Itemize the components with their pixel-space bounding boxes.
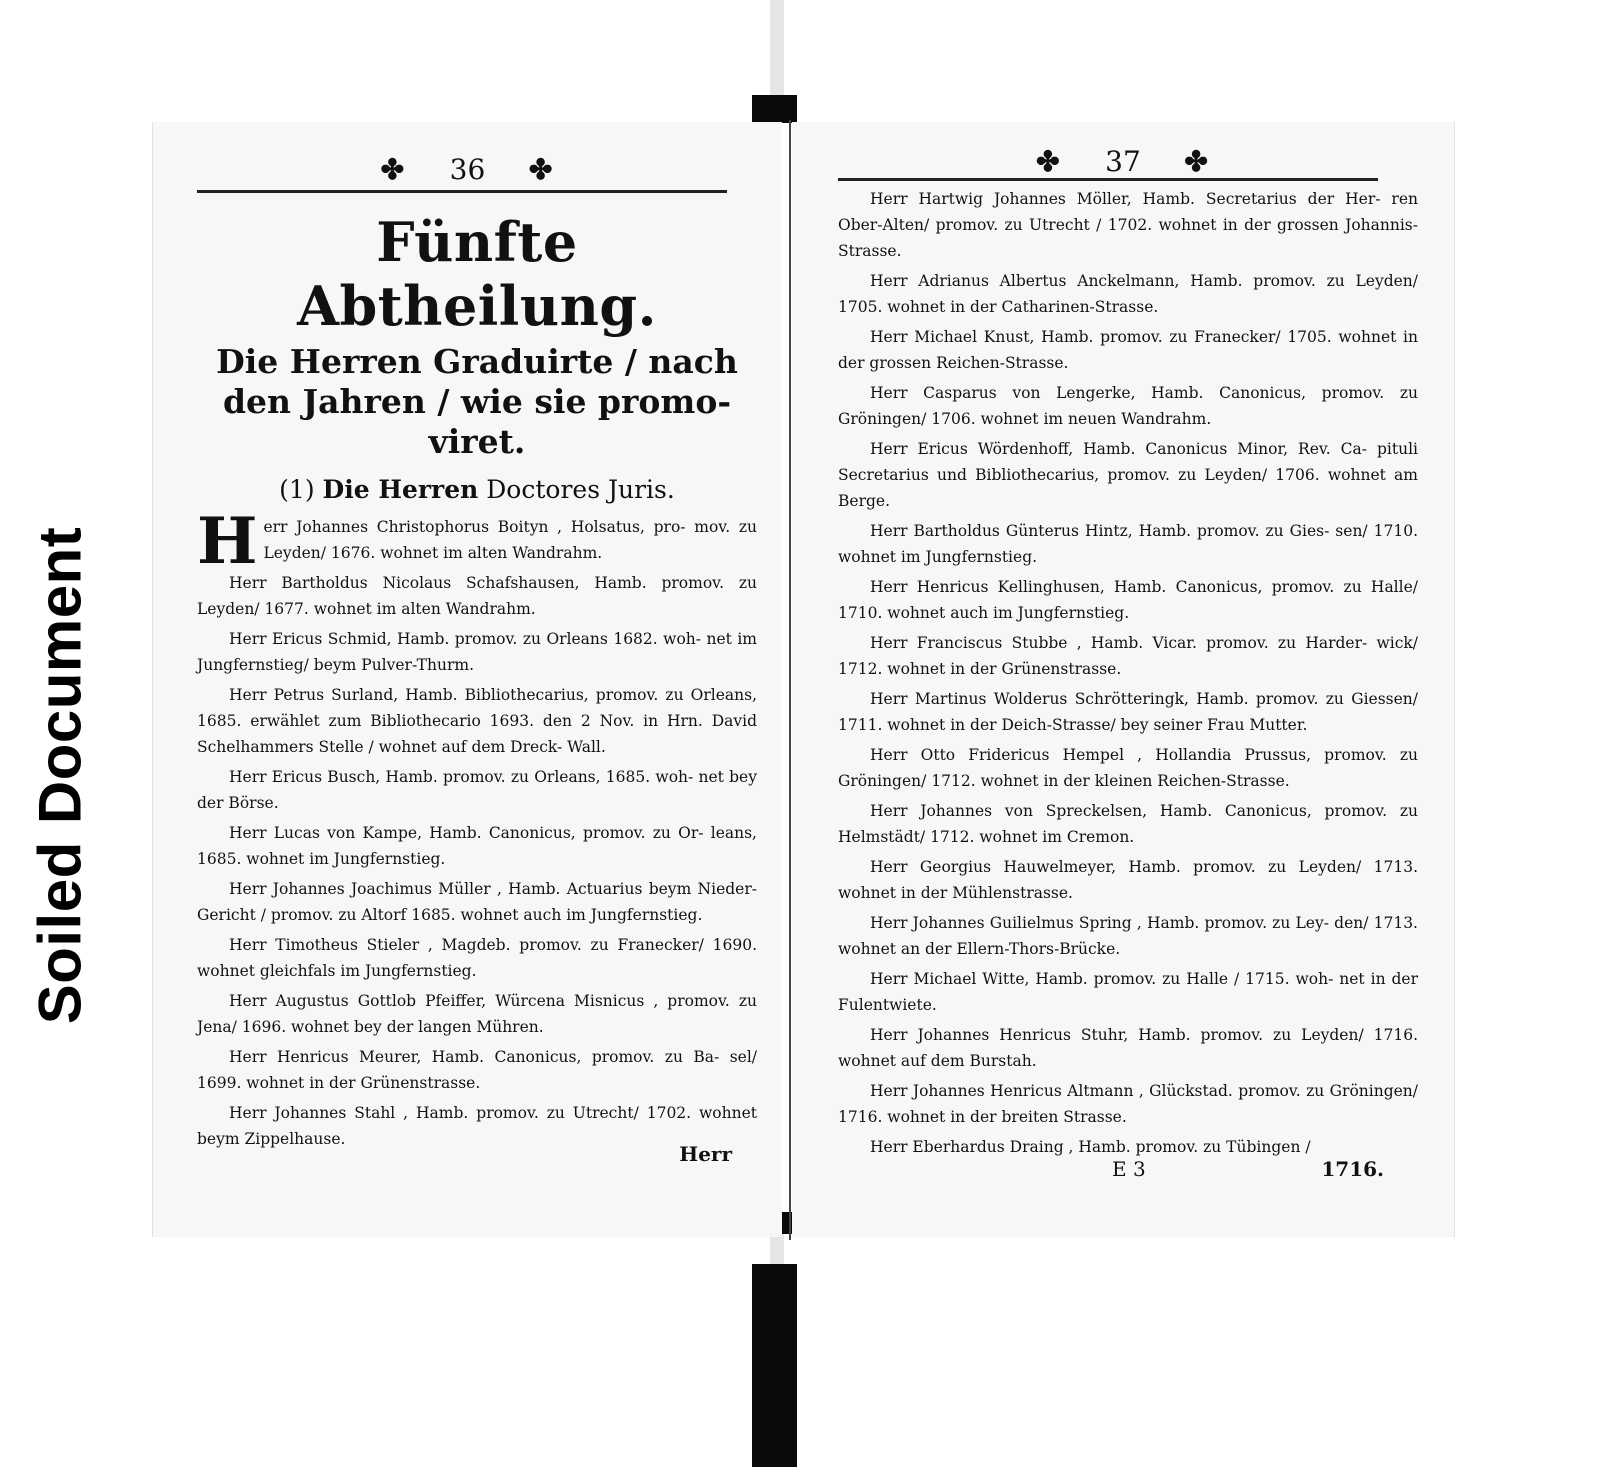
list-item: Herr Casparus von Lengerke, Hamb. Canonicus, promov. zu Gröningen/ 1706. wohnet im neuen Wandrahm. [838,384,1418,428]
ornament-right: ✤ [1184,145,1210,178]
page-header [153,152,782,187]
list-item: Herr Petrus Surland, Hamb. Bibliothecarius, promov. zu Orleans, 1685. erwählet zum Bibliothecario 1693. den 2 Nov. in Hrn. David Schelhammers Stelle / wohnet auf dem Dreck- Wall. [197,686,757,756]
catchword: 1716. [1321,1157,1384,1181]
ornament-left: ✤ [1036,145,1062,178]
list-item: Herr Eberhardus Draing , Hamb. promov. zu Tübingen / [870,1138,1311,1156]
list-item: Herr Adrianus Albertus Anckelmann, Hamb. promov. zu Leyden/ 1705. wohnet in der Catharinen-Strasse. [838,272,1418,316]
list-item: Herr Johannes Henricus Altmann , Glückstad. promov. zu Gröningen/ 1716. wohnet in der breiten Strasse. [838,1082,1418,1126]
drop-cap: H [197,504,258,579]
subsection-number: (1) [279,475,315,504]
gutter-strip [770,1234,784,1264]
gutter-strip [770,0,784,95]
list-item: Herr Johannes Henricus Stuhr, Hamb. promov. zu Leyden/ 1716. wohnet auf dem Burstah. [838,1026,1418,1070]
list-item: Herr Johannes Stahl , Hamb. promov. zu Utrecht/ 1702. wohnet beym Zippelhause. [197,1104,757,1148]
page-number: 37 [1105,145,1141,178]
list-item: Herr Timotheus Stieler , Magdeb. promov. zu Franecker/ 1690. wohnet gleichfals im Jungfernstieg. [197,936,757,980]
subsection-bold: Die Herren [322,475,479,504]
list-item: Herr Henricus Meurer, Hamb. Canonicus, promov. zu Ba- sel/ 1699. wohnet in der Grünenstrasse. [197,1048,757,1092]
ornament-right: ✤ [528,153,555,186]
subsection-heading [197,474,757,506]
signature-mark: E 3 [1112,1157,1146,1181]
list-item: Herr Lucas von Kampe, Hamb. Canonicus, promov. zu Or- leans, 1685. wohnet im Jungfernstieg. [197,824,757,868]
list-item: Herr Franciscus Stubbe , Hamb. Vicar. promov. zu Harder- wick/ 1712. wohnet in der Grünenstrasse. [838,634,1418,678]
list-item: Herr Michael Witte, Hamb. promov. zu Halle / 1715. woh- net in der Fulentwiete. [838,970,1418,1014]
right-page-content [838,186,1418,1164]
entry-text: err Johannes Christophorus Boityn , Holsatus, pro- mov. zu Leyden/ 1676. wohnet im alten Wandrahm. [263,518,757,562]
page-number: 36 [449,153,486,186]
section-heading: Die Herren Graduirte / nach den Jahren / wie sie promo- viret. [216,342,738,461]
soiled-document-stamp [12,495,107,1055]
list-item: Herr Johannes Guilielmus Spring , Hamb. promov. zu Ley- den/ 1713. wohnet an der Ellern-Thors-Brücke. [838,914,1418,958]
gutter-bar [752,1264,797,1467]
list-item: Herr Georgius Hauwelmeyer, Hamb. promov. zu Leyden/ 1713. wohnet in der Mühlenstrasse. [838,858,1418,902]
list-item: Herr Otto Fridericus Hempel , Hollandia Prussus, promov. zu Gröningen/ 1712. wohnet in der kleinen Reichen-Strasse. [838,746,1418,790]
page-header [792,144,1454,179]
ornament-left: ✤ [380,153,407,186]
list-item: Herr Bartholdus Nicolaus Schafshausen, Hamb. promov. zu Leyden/ 1677. wohnet im alten Wandrahm. [197,574,757,618]
list-item: Herr Martinus Wolderus Schrötteringk, Hamb. promov. zu Giessen/ 1711. wohnet in der Deich-Strasse/ bey seiner Frau Mutter. [838,690,1418,734]
list-item: Herr Ericus Wördenhoff, Hamb. Canonicus Minor, Rev. Ca- pituli Secretarius und Bibliothecarius, promov. zu Leyden/ 1706. wohnet am Berge. [838,440,1418,510]
left-page [152,122,782,1237]
list-item: Herr Johannes Joachimus Müller , Hamb. Actuarius beym Nieder-Gericht / promov. zu Altorf 1685. wohnet auch im Jungfernstieg. [197,880,757,924]
left-page-content [197,210,757,1156]
stamp-label: Soiled Document [26,526,93,1024]
page-title: Fünfte Abtheilung. [297,210,657,338]
list-item: Herr Ericus Schmid, Hamb. promov. zu Orleans 1682. woh- net im Jungfernstieg/ beym Pulver-Thurm. [197,630,757,674]
list-item: Herr Hartwig Johannes Möller, Hamb. Secretarius der Her- ren Ober-Alten/ promov. zu Utrecht / 1702. wohnet in der grossen Johannis-Strasse. [838,190,1418,260]
list-item: Herr Johannes von Spreckelsen, Hamb. Canonicus, promov. zu Helmstädt/ 1712. wohnet im Cremon. [838,802,1418,846]
right-page [792,122,1455,1237]
list-item: Herr Augustus Gottlob Pfeiffer, Würcena Misnicus , promov. zu Jena/ 1696. wohnet bey der langen Mühren. [197,992,757,1036]
page-fold [789,120,791,1240]
list-item: Herr Michael Knust, Hamb. promov. zu Franecker/ 1705. wohnet in der grossen Reichen-Strasse. [838,328,1418,372]
gutter-bar [752,95,797,123]
catchword: Herr [679,1142,732,1166]
header-rule [838,178,1378,181]
list-item: Herr Henricus Kellinghusen, Hamb. Canonicus, promov. zu Halle/ 1710. wohnet auch im Jungfernstieg. [838,578,1418,622]
list-item: Herr Ericus Busch, Hamb. promov. zu Orleans, 1685. woh- net bey der Börse. [197,768,757,812]
list-item [197,504,757,579]
list-item: Herr Bartholdus Günterus Hintz, Hamb. promov. zu Gies- sen/ 1710. wohnet im Jungfernstieg. [838,522,1418,566]
header-rule [197,190,727,193]
subsection-rest: Doctores Juris. [486,475,675,504]
